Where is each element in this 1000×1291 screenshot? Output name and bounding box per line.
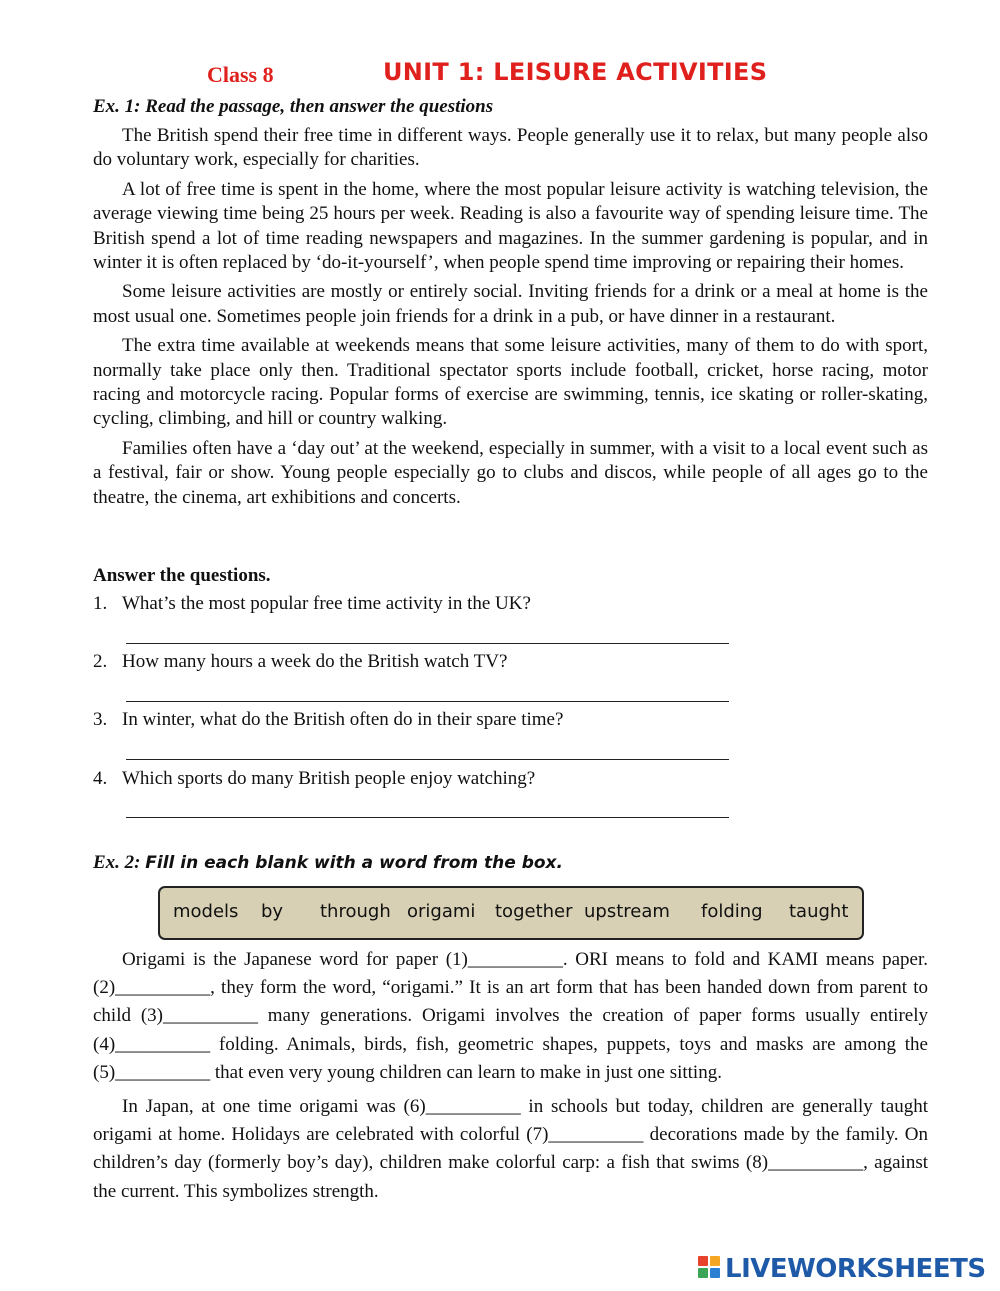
passage-paragraph: Some leisure activities are mostly or entirely social. Inviting friends for a drink or a meal at home is the most usual one. Sometimes people join friends for a drink in a pub, or have dinner in a restaurant. <box>93 281 928 327</box>
exercise-2-instruction: Fill in each blank with a word from the box. <box>145 853 563 873</box>
class-label: Class 8 <box>207 62 274 87</box>
question-3 <box>93 709 563 731</box>
page-header <box>0 58 1000 92</box>
word-box-item: folding <box>701 901 763 922</box>
question-1 <box>93 593 531 615</box>
passage-paragraph: The British spend their free time in different ways. People generally use it to relax, but many people also do voluntary work, especially for charities. <box>93 125 928 171</box>
exercise-2-title <box>93 852 563 874</box>
answer-line-1[interactable] <box>126 643 729 644</box>
question-number: 3. <box>93 709 108 730</box>
question-text: In winter, what do the British often do in their spare time? <box>122 709 564 730</box>
question-text: How many hours a week do the British watch TV? <box>122 651 508 672</box>
word-box-item: through <box>320 901 391 922</box>
question-number: 4. <box>93 768 108 789</box>
word-box-item: by <box>261 901 284 922</box>
fill-in-paragraph: In Japan, at one time origami was (6)__________ in schools but today, children are generally taught origami at home. Holidays are celebrated with colorful (7)__________ decorations made by the family. On children’s day (formerly boy’s day), children make colorful carp: a fish that swims (8)__________, against the current. This symbolizes strength. <box>93 1096 928 1202</box>
fill-in-passage <box>93 946 928 1212</box>
question-2 <box>93 651 507 673</box>
word-box-item: together <box>495 901 573 922</box>
word-box-item: origami <box>407 901 476 922</box>
answer-line-2[interactable] <box>126 701 729 702</box>
exercise-1-title: Ex. 1: Read the passage, then answer the questions <box>93 96 494 117</box>
liveworksheets-logo-icon <box>698 1256 720 1278</box>
word-box-item: models <box>173 901 239 922</box>
word-box-item: upstream <box>584 901 670 922</box>
word-box-item: taught <box>789 901 849 922</box>
answer-line-4[interactable] <box>126 817 729 818</box>
liveworksheets-logo[interactable] <box>698 1254 993 1288</box>
passage-paragraph: The extra time available at weekends means that some leisure activities, many of them to do with sport, normally take place only then. Traditional spectator sports include football, cricket, horse racing, motor racing and motorcycle racing. Popular forms of exercise are swimming, tennis, ice skating or roller-skating, cycling, climbing, and hill or country walking. <box>93 335 928 430</box>
logo-text: LIVEWORKSHEETS <box>725 1254 986 1284</box>
question-number: 2. <box>93 651 108 672</box>
passage-paragraph: A lot of free time is spent in the home, where the most popular leisure activity is watching television, the average viewing time being 25 hours per week. Reading is also a favourite way of spending leisure time. The British spend a lot of time reading newspapers and magazines. In the summer gardening is popular, and in winter it is often replaced by ‘do-it-yourself’, when people spend time improving or repairing their homes. <box>93 178 928 274</box>
answer-heading: Answer the questions. <box>93 565 271 586</box>
question-number: 1. <box>93 593 108 614</box>
question-text: Which sports do many British people enjoy watching? <box>122 768 536 789</box>
question-4 <box>93 768 535 790</box>
reading-passage <box>93 124 928 515</box>
passage-paragraph: Families often have a ‘day out’ at the weekend, especially in summer, with a visit to a local event such as a festival, fair or show. Young people especially go to clubs and discos, while people of all ages go to the theatre, the cinema, art exhibitions and concerts. <box>93 437 928 508</box>
answer-line-3[interactable] <box>126 759 729 760</box>
exercise-2-label: Ex. 2: <box>93 852 146 873</box>
fill-in-paragraph: Origami is the Japanese word for paper (1)__________. ORI means to fold and KAMI means paper. (2)__________, they form the word, “origami.” It is an art form that has been handed down from parent to child (3)__________ many generations. Origami involves the creation of paper forms usually entirely (4)__________ folding. Animals, birds, fish, geometric shapes, puppets, toys and masks are among the (5)__________ that even very young children can learn to make in just one sitting. <box>93 949 928 1083</box>
question-text: What’s the most popular free time activity in the UK? <box>122 593 531 614</box>
unit-title: UNIT 1: LEISURE ACTIVITIES <box>383 58 768 86</box>
word-box <box>158 886 864 940</box>
